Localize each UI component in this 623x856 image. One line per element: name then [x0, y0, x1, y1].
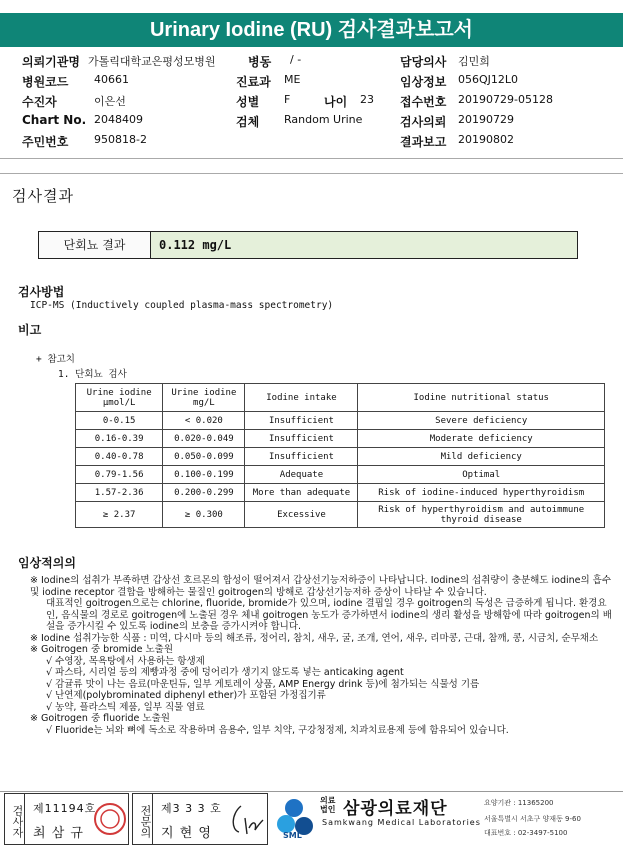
- institution-code: 요양기관 : 11365200: [484, 799, 554, 807]
- table-cell: Moderate deficiency: [358, 430, 605, 448]
- list-item: √ Fluoride는 뇌와 뼈에 독소로 작용하며 음용수, 일부 치약, 구강청정제, 치과치료용제 등에 함유되어 있습니다.: [46, 724, 509, 736]
- method-text: ICP-MS (Inductively coupled plasma-mass spectrometry): [30, 300, 334, 311]
- table-cell: Insufficient: [245, 448, 358, 466]
- receipt-no-label: 접수번호: [400, 95, 447, 109]
- stamp-icon: [93, 802, 127, 836]
- table-cell: Risk of hyperthyroidism and autoimmune thyroid disease: [358, 502, 605, 528]
- chart-label: Chart No.: [22, 113, 87, 127]
- list-item: √ 농약, 플라스틱 제품, 일부 직물 염료: [46, 701, 205, 713]
- result-value: 0.112 mg/L: [151, 232, 577, 258]
- table-cell: Mild deficiency: [358, 448, 605, 466]
- institution-value: 가톨릭대학교은평성모병원: [88, 55, 216, 68]
- reference-subtitle: 1. 단회뇨 검사: [58, 369, 127, 380]
- table-cell: More than adequate: [245, 484, 358, 502]
- table-row: [76, 484, 605, 502]
- specialist-number: 제3 3 3 호: [161, 802, 222, 815]
- inspector-name: 최 삼 규: [33, 826, 84, 841]
- table-header: Iodine nutritional status: [358, 384, 605, 412]
- address: 서울특별시 서초구 양재동 9-60: [484, 815, 581, 823]
- table-cell: 0.100-0.199: [163, 466, 245, 484]
- patient-label: 수진자: [22, 95, 57, 109]
- hospital-code-value: 40661: [94, 73, 129, 86]
- report-date-value: 20190802: [458, 133, 514, 146]
- inspector-number: 제11194호: [33, 802, 97, 815]
- report-title: Urinary Iodine (RU) 검사결과보고서: [0, 13, 623, 47]
- hospital-code-label: 병원코드: [22, 75, 69, 89]
- logo-english: Samkwang Medical Laboratories: [322, 818, 481, 827]
- phone: 대표번호 : 02-3497-5100: [484, 829, 568, 837]
- dept-value: ME: [284, 73, 301, 86]
- specimen-label: 임상정보: [400, 75, 447, 89]
- table-cell: 0.050-0.099: [163, 448, 245, 466]
- request-date-label: 검사의뢰: [400, 115, 447, 129]
- doctor-value: 김민희: [458, 55, 490, 68]
- specimen-value: 056QJ12L0: [458, 73, 519, 86]
- inspector-label: 검사자: [5, 794, 25, 844]
- table-row: [76, 466, 605, 484]
- list-item: √ 수영장, 목욕탕에서 사용하는 항생제: [46, 655, 205, 667]
- table-cell: Risk of iodine-induced hyperthyroidism: [358, 484, 605, 502]
- sex-value: F: [284, 93, 291, 106]
- result-box: [38, 231, 578, 259]
- table-cell: 0.020-0.049: [163, 430, 245, 448]
- receipt-no-value: 20190729-05128: [458, 93, 553, 106]
- doctor-label: 담당의사: [400, 55, 447, 69]
- reference-title: + 참고치: [36, 354, 75, 365]
- divider: [0, 158, 623, 159]
- specialist-label: 전문의: [133, 794, 153, 844]
- result-section-title: 검사결과: [12, 187, 74, 205]
- age-value: 23: [360, 93, 374, 106]
- result-label: 단회뇨 결과: [39, 232, 151, 258]
- table-row: [76, 502, 605, 528]
- table-row: [76, 412, 605, 430]
- table-row: [76, 430, 605, 448]
- clinical-paragraph: ※ Goitrogen 중 fluoride 노출원: [30, 713, 170, 724]
- table-cell: Severe deficiency: [358, 412, 605, 430]
- clinical-paragraph: ※ Goitrogen 중 bromide 노출원: [30, 644, 173, 655]
- divider: [0, 173, 623, 174]
- age-label: 나이: [324, 95, 348, 109]
- table-header: Iodine intake: [245, 384, 358, 412]
- table-cell: Excessive: [245, 502, 358, 528]
- clinical-notes: [30, 575, 615, 736]
- resident-value: 950818-2: [94, 133, 147, 146]
- table-cell: ≥ 2.37: [76, 502, 163, 528]
- table-cell: 0-0.15: [76, 412, 163, 430]
- institution-label: 의뢰기관명: [22, 55, 80, 69]
- table-row: [76, 448, 605, 466]
- signature-icon: [227, 800, 265, 840]
- table-cell: 0.16-0.39: [76, 430, 163, 448]
- patient-value: 이은선: [94, 95, 126, 108]
- report-footer: [0, 791, 623, 851]
- specialist-name: 지 현 영: [161, 826, 212, 841]
- specialist-box: [132, 793, 268, 845]
- table-cell: 0.40-0.78: [76, 448, 163, 466]
- logo-icon: [276, 796, 320, 840]
- report-date-label: 결과보고: [400, 135, 447, 149]
- table-header: Urine iodine mg/L: [163, 384, 245, 412]
- table-cell: Optimal: [358, 466, 605, 484]
- clinical-paragraph: 대표적인 goitrogen으로는 chlorine, fluoride, bromide가 있으며, iodine 결핍일 경우 goitrogen의 독성은 급증하게 됩니다. 환경요인, 음식물의 경로로 goitrogen에 노출된 경우 체내 goitrogen 농도가 증가하면서 iodine의 생리 활성을 방해함에 따라 goitrogen의 배설을 증가시킬 수 있도록 iodine의 보충을 증가시켜야 합니다.: [46, 598, 612, 632]
- table-cell: Insufficient: [245, 430, 358, 448]
- chart-value: 2048409: [94, 113, 143, 126]
- list-item: √ 난연제(polybrominated diphenyl ether)가 포함된 가정집기류: [46, 690, 326, 701]
- logo-badge: SML: [283, 831, 302, 840]
- table-cell: 0.79-1.56: [76, 466, 163, 484]
- resident-label: 주민번호: [22, 135, 69, 149]
- table-cell: Adequate: [245, 466, 358, 484]
- test-value: Random Urine: [284, 113, 363, 126]
- table-header: Urine iodine μmol/L: [76, 384, 163, 412]
- table-cell: 0.200-0.299: [163, 484, 245, 502]
- clinical-paragraph: ※ Iodine 섭취가능한 식품 : 미역, 다시마 등의 해조류, 정어리, 참치, 새우, 굴, 조개, 연어, 새우, 리마콩, 근대, 참깨, 콩, 시금치, 순무채소: [30, 632, 599, 644]
- method-title: 검사방법: [18, 285, 65, 299]
- request-date-value: 20190729: [458, 113, 514, 126]
- table-header-row: [76, 384, 605, 412]
- dept-label: 진료과: [236, 75, 271, 89]
- sex-label: 성별: [236, 95, 260, 109]
- clinical-title: 임상적의의: [18, 556, 76, 570]
- list-item: √ 파스타, 시리얼 등의 제빵과정 중에 덩어리가 생기지 않도록 넣는 anticaking agent: [46, 667, 404, 678]
- test-label: 검체: [236, 115, 260, 129]
- remarks-title: 비고: [18, 323, 42, 337]
- table-cell: < 0.020: [163, 412, 245, 430]
- ward-value: / -: [290, 53, 302, 66]
- logo-prefix: 의료법인: [320, 796, 336, 814]
- table-cell: Insufficient: [245, 412, 358, 430]
- logo-name: 삼광의료재단: [343, 799, 448, 819]
- ward-label: 병동: [248, 55, 272, 69]
- list-item: √ 감귤류 맛이 나는 음료(마운틴듀, 일부 게토레이 상품, AMP Energy drink 등)에 첨가되는 식물성 기름: [46, 678, 480, 690]
- table-cell: ≥ 0.300: [163, 502, 245, 528]
- reference-table: [75, 383, 605, 528]
- table-cell: 1.57-2.36: [76, 484, 163, 502]
- patient-info: [18, 53, 618, 153]
- inspector-box: [4, 793, 129, 845]
- clinical-paragraph: ※ Iodine의 섭취가 부족하면 갑상선 호르몬의 합성이 떨어져서 갑상선기능저하증이 나타납니다. Iodine의 섭취량이 충분해도 iodine의 흡수 및 iodine receptor 결합을 방해하는 물질인 goitrogen의 방해로 갑상선기능저하 증상이 나타날 수 있습니다.: [30, 575, 612, 598]
